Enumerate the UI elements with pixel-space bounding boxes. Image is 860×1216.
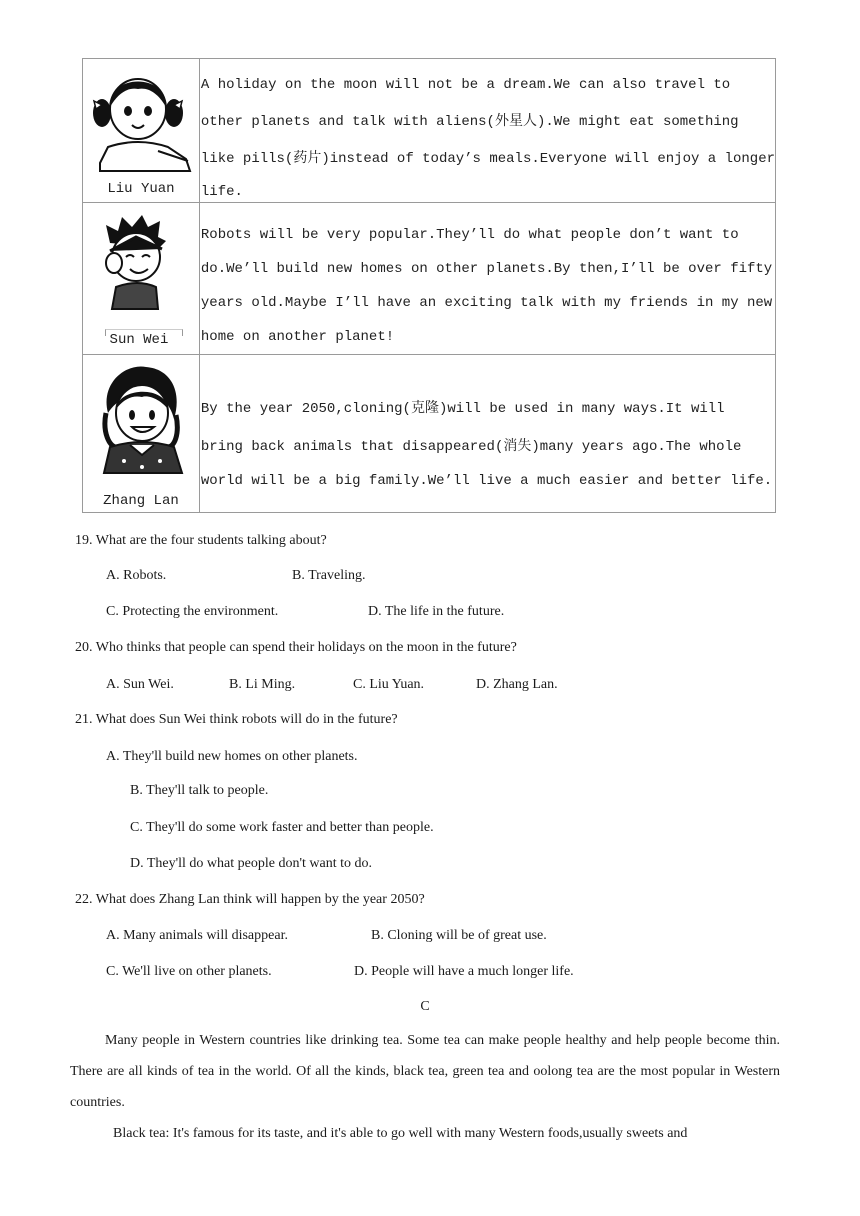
- text-line: bring back animals that disappeared(消失)many years ago.The whole: [200, 439, 742, 455]
- text-line: do.We’ll build new homes on other planets.By then,I’ll be over fifty: [200, 261, 773, 277]
- text-line: life.: [200, 184, 243, 200]
- option-22a: A. Many animals will disappear.: [106, 928, 288, 943]
- option-21a: A. They'll build new homes on other planets.: [106, 749, 358, 764]
- passage-paragraph: Many people in Western countries like drinking tea. Some tea can make people healthy and help people become thin. There are all kinds of tea in the world. Of all the kinds, black tea, green tea and oolong tea are the most popular in Western countries.: [70, 1033, 780, 1110]
- student-name: Sun Wei: [109, 332, 169, 348]
- text-line: years old.Maybe I’ll have an exciting talk with my friends in my new: [200, 295, 773, 311]
- text-line: other planets and talk with aliens(外星人).We might eat something: [200, 114, 739, 130]
- text-line: world will be a big family.We’ll live a much easier and better life.: [200, 473, 773, 489]
- option-21c: C. They'll do some work faster and better than people.: [130, 820, 434, 835]
- option-22b: B. Cloning will be of great use.: [371, 928, 547, 943]
- avatar-cell: [83, 203, 200, 355]
- question-22: 22. What does Zhang Lan think will happen by the year 2050?: [75, 892, 425, 907]
- text-line: A holiday on the moon will not be a dream.We can also travel to: [200, 77, 731, 93]
- girl-short-hair-icon: [96, 363, 188, 475]
- option-21d: D. They'll do what people don't want to do.: [130, 856, 372, 871]
- passage-paragraph: Black tea: It's famous for its taste, and it's able to go well with many Western foods,usually sweets and: [113, 1126, 688, 1141]
- student-text: [199, 355, 775, 513]
- student-text: [199, 59, 775, 203]
- students-table: [82, 58, 776, 513]
- option-20a: A. Sun Wei.: [106, 677, 174, 692]
- option-19a: A. Robots.: [106, 568, 167, 583]
- student-name: Liu Yuan: [107, 181, 175, 197]
- option-19b: B. Traveling.: [292, 568, 366, 583]
- option-19c: C. Protecting the environment.: [106, 604, 279, 619]
- avatar-cell: [83, 355, 200, 513]
- option-20c: C. Liu Yuan.: [353, 677, 425, 692]
- boy-smiling-icon: [96, 213, 176, 313]
- text-line: home on another planet!: [200, 329, 395, 345]
- text-line: like pills(药片)instead of today’s meals.Everyone will enjoy a longer: [200, 151, 775, 167]
- girl-pigtails-icon: [88, 63, 198, 178]
- text-line: By the year 2050,cloning(克隆)will be used in many ways.It will: [200, 401, 725, 417]
- option-20b: B. Li Ming.: [229, 677, 296, 692]
- table-row: [83, 59, 776, 203]
- passage: [70, 1025, 780, 1149]
- question-19: 19. What are the four students talking about?: [75, 533, 327, 548]
- option-19d: D. The life in the future.: [368, 604, 505, 619]
- option-21b: B. They'll talk to people.: [130, 783, 269, 798]
- question-20: 20. Who thinks that people can spend their holidays on the moon in the future?: [75, 640, 517, 655]
- table-row: [83, 355, 776, 513]
- table-row: [83, 203, 776, 355]
- student-name: Zhang Lan: [103, 493, 179, 509]
- option-22c: C. We'll live on other planets.: [106, 964, 272, 979]
- text-line: Robots will be very popular.They’ll do what people don’t want to: [200, 227, 739, 243]
- option-22d: D. People will have a much longer life.: [354, 964, 574, 979]
- avatar-cell: [83, 59, 200, 203]
- question-21: 21. What does Sun Wei think robots will do in the future?: [75, 712, 398, 727]
- student-text: [199, 203, 775, 355]
- option-20d: D. Zhang Lan.: [476, 677, 558, 692]
- section-label: C: [420, 999, 430, 1014]
